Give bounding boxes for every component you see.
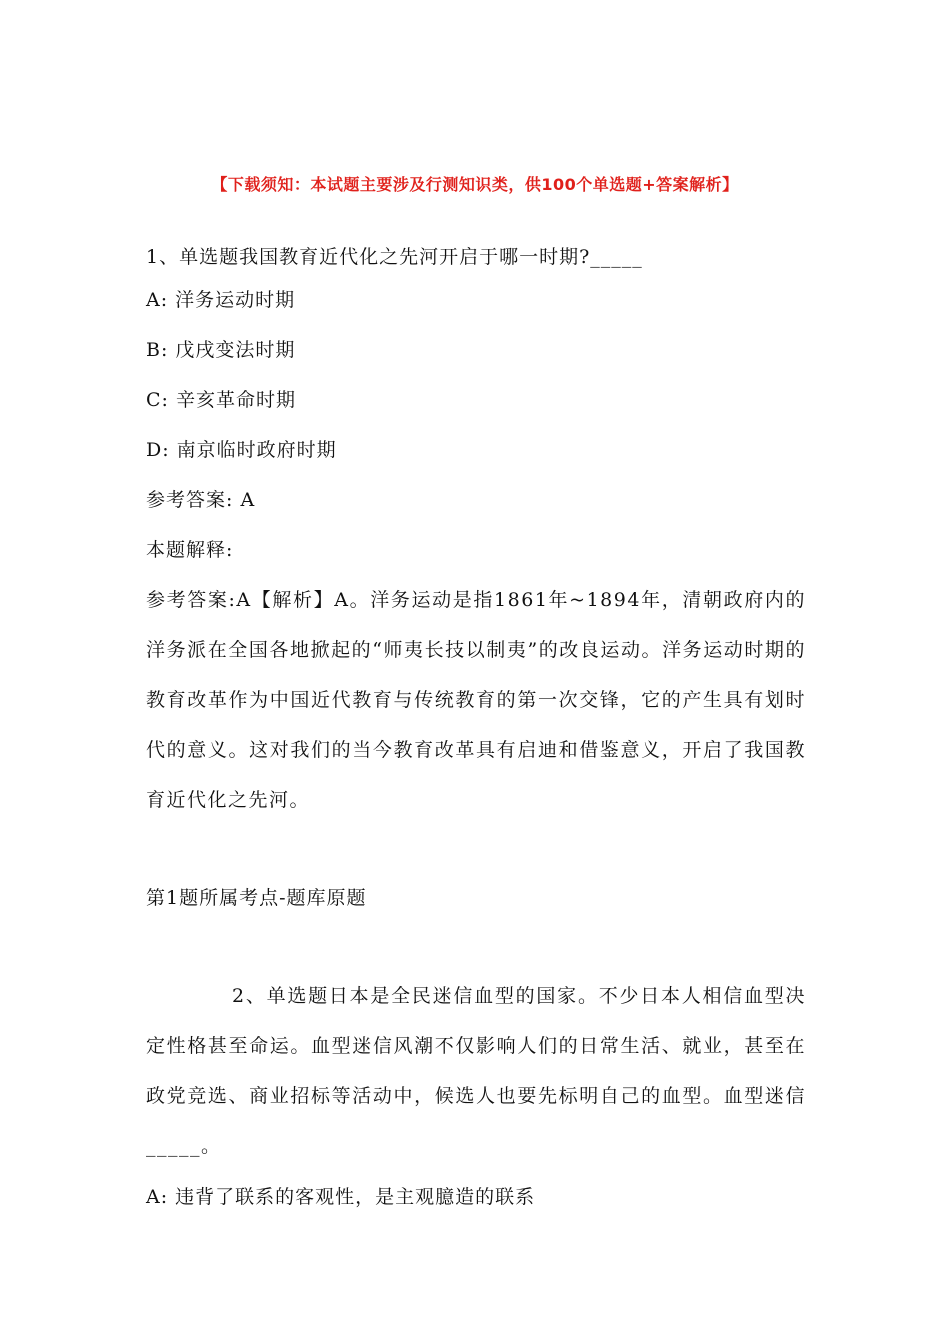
question-1-text: 1、单选题我国教育近代化之先河开启于哪一时期?_____ bbox=[146, 246, 643, 268]
question-1-option-a: A: 洋务运动时期 bbox=[146, 289, 296, 311]
question-1-answer: 参考答案: A bbox=[146, 489, 256, 511]
question-1-explain-label: 本题解释: bbox=[146, 539, 234, 561]
download-notice: 【下载须知：本试题主要涉及行测知识类，供100个单选题+答案解析】 bbox=[211, 175, 739, 194]
question-1-option-c: C: 辛亥革命时期 bbox=[146, 389, 296, 411]
question-1-explanation: 参考答案:A【解析】A。洋务运动是指1861年~1894年，清朝政府内的洋务派在全国各地掀起的“师夷长技以制夷”的改良运动。洋务运动时期的教育改革作为中国近代教育与传统教育的第一次交锋，它的产生具有划时代的意义。这对我们的当今教育改革具有启迪和借鉴意义，开启了我国教育近代化之先河。 bbox=[146, 589, 806, 811]
question-1-option-d: D: 南京临时政府时期 bbox=[146, 439, 337, 461]
question-1-topic: 第1题所属考点-题库原题 bbox=[146, 887, 367, 909]
question-1-option-b: B: 戊戌变法时期 bbox=[146, 339, 296, 361]
question-2-option-a: A: 违背了联系的客观性，是主观臆造的联系 bbox=[146, 1186, 536, 1208]
question-2-text: 2、单选题日本是全民迷信血型的国家。不少日本人相信血型决定性格甚至命运。血型迷信风潮不仅影响人们的日常生活、就业，甚至在政党竞选、商业招标等活动中，候选人也要先标明自己的血型。血型迷信_____。 bbox=[146, 985, 806, 1157]
